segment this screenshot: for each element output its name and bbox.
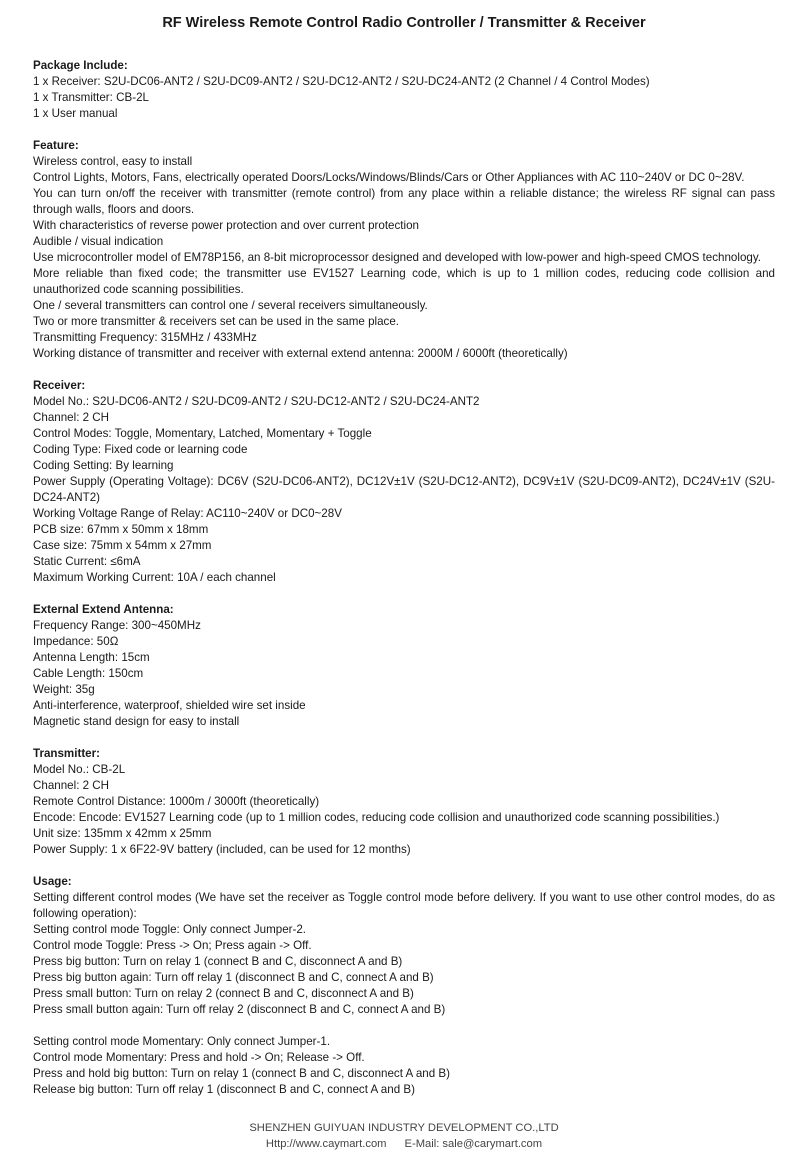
footer-company: SHENZHEN GUIYUAN INDUSTRY DEVELOPMENT CO.,LTD	[249, 1122, 559, 1134]
text-line: You can turn on/off the receiver with transmitter (remote control) from any place within a reliable distance; the wireless RF signal can pass through walls, floors and doors.	[33, 187, 775, 216]
section-heading: Transmitter:	[33, 747, 101, 760]
text-line: Press big button: Turn on relay 1 (connect B and C, disconnect A and B)	[33, 955, 403, 968]
text-line: Coding Setting: By learning	[33, 459, 174, 472]
footer-website: Http://www.caymart.com	[265, 1138, 387, 1150]
text-line: Model No.: S2U-DC06-ANT2 / S2U-DC09-ANT2 / S2U-DC12-ANT2 / S2U-DC24-ANT2	[33, 395, 480, 408]
text-line: Two or more transmitter & receivers set can be used in the same place.	[33, 315, 400, 328]
text-line: Case size: 75mm x 54mm x 27mm	[33, 539, 212, 552]
text-line: Remote Control Distance: 1000m / 3000ft (theoretically)	[33, 795, 320, 808]
text-line: Model No.: CB-2L	[33, 763, 126, 776]
text-line: Control mode Momentary: Press and hold -> On; Release -> Off.	[33, 1051, 365, 1064]
text-line: PCB size: 67mm x 50mm x 18mm	[33, 523, 209, 536]
section	[33, 1034, 775, 1098]
text-line: Antenna Length: 15cm	[33, 651, 150, 664]
text-line: Maximum Working Current: 10A / each channel	[33, 571, 276, 584]
section	[33, 602, 775, 730]
section	[33, 874, 775, 1018]
text-line: Audible / visual indication	[33, 235, 164, 248]
text-line: Control Lights, Motors, Fans, electrically operated Doors/Locks/Windows/Blinds/Cars or Other Appliances with AC 110~240V or DC 0~28V.	[33, 171, 745, 184]
text-line: Channel: 2 CH	[33, 779, 110, 792]
section	[33, 746, 775, 858]
document-footer	[33, 1120, 775, 1152]
text-line: 1 x Receiver: S2U-DC06-ANT2 / S2U-DC09-ANT2 / S2U-DC12-ANT2 / S2U-DC24-ANT2 (2 Channel / 4 Control Modes)	[33, 75, 650, 88]
section	[33, 58, 775, 122]
text-line: Anti-interference, waterproof, shielded wire set inside	[33, 699, 306, 712]
text-line: Impedance: 50Ω	[33, 635, 119, 648]
document-title: RF Wireless Remote Control Radio Controller / Transmitter & Receiver	[162, 15, 646, 31]
section	[33, 138, 775, 362]
section-heading: External Extend Antenna:	[33, 603, 174, 616]
text-line: More reliable than fixed code; the transmitter use EV1527 Learning code, which is up to 1 million codes, reducing code collision and unauthorized code scanning possibilities.	[33, 267, 775, 296]
text-line: Power Supply (Operating Voltage): DC6V (S2U-DC06-ANT2), DC12V±1V (S2U-DC12-ANT2), DC9V±1V (S2U-DC09-ANT2), DC24V±1V (S2U-DC24-ANT2)	[33, 475, 775, 504]
text-line: Static Current: ≤6mA	[33, 555, 141, 568]
text-line: Press small button again: Turn off relay 2 (disconnect B and C, connect A and B)	[33, 1003, 446, 1016]
text-line: Magnetic stand design for easy to install	[33, 715, 240, 728]
text-line: Use microcontroller model of EM78P156, an 8-bit microprocessor designed and developed with low-power and high-speed CMOS technology.	[33, 251, 761, 264]
section-heading: Package Include:	[33, 59, 128, 72]
text-line: Press big button again: Turn off relay 1 (disconnect B and C, connect A and B)	[33, 971, 434, 984]
footer-email: E-Mail: sale@carymart.com	[404, 1138, 543, 1150]
text-line: Control mode Toggle: Press -> On; Press again -> Off.	[33, 939, 312, 952]
text-line: Setting different control modes (We have set the receiver as Toggle control mode before delivery. If you want to use other control modes, do as following operation):	[33, 891, 775, 920]
text-line: Wireless control, easy to install	[33, 155, 193, 168]
section	[33, 378, 775, 586]
text-line: Cable Length: 150cm	[33, 667, 144, 680]
text-line: Release big button: Turn off relay 1 (disconnect B and C, connect A and B)	[33, 1083, 415, 1096]
text-line: Frequency Range: 300~450MHz	[33, 619, 201, 632]
text-line: Control Modes: Toggle, Momentary, Latched, Momentary + Toggle	[33, 427, 372, 440]
text-line: 1 x Transmitter: CB-2L	[33, 91, 149, 104]
text-line: Channel: 2 CH	[33, 411, 110, 424]
text-line: Setting control mode Momentary: Only connect Jumper-1.	[33, 1035, 331, 1048]
text-line: Power Supply: 1 x 6F22-9V battery (included, can be used for 12 months)	[33, 843, 411, 856]
text-line: Setting control mode Toggle: Only connect Jumper-2.	[33, 923, 307, 936]
section-heading: Receiver:	[33, 379, 86, 392]
text-line: One / several transmitters can control one / several receivers simultaneously.	[33, 299, 428, 312]
text-line: Unit size: 135mm x 42mm x 25mm	[33, 827, 212, 840]
text-line: Working distance of transmitter and receiver with external extend antenna: 2000M / 6000ft (theoretically)	[33, 347, 568, 360]
section-heading: Usage:	[33, 875, 72, 888]
text-line: Weight: 35g	[33, 683, 95, 696]
section-heading: Feature:	[33, 139, 79, 152]
text-line: Press small button: Turn on relay 2 (connect B and C, disconnect A and B)	[33, 987, 414, 1000]
document-body	[33, 58, 775, 1114]
text-line: Encode: Encode: EV1527 Learning code (up to 1 million codes, reducing code collision and unauthorized code scanning possibilities.)	[33, 811, 720, 824]
text-line: Working Voltage Range of Relay: AC110~240V or DC0~28V	[33, 507, 342, 520]
footer-contact	[33, 1136, 775, 1152]
text-line: Transmitting Frequency: 315MHz / 433MHz	[33, 331, 257, 344]
text-line: Press and hold big button: Turn on relay 1 (connect B and C, disconnect A and B)	[33, 1067, 450, 1080]
text-line: Coding Type: Fixed code or learning code	[33, 443, 248, 456]
text-line: With characteristics of reverse power protection and over current protection	[33, 219, 419, 232]
text-line: 1 x User manual	[33, 107, 118, 120]
